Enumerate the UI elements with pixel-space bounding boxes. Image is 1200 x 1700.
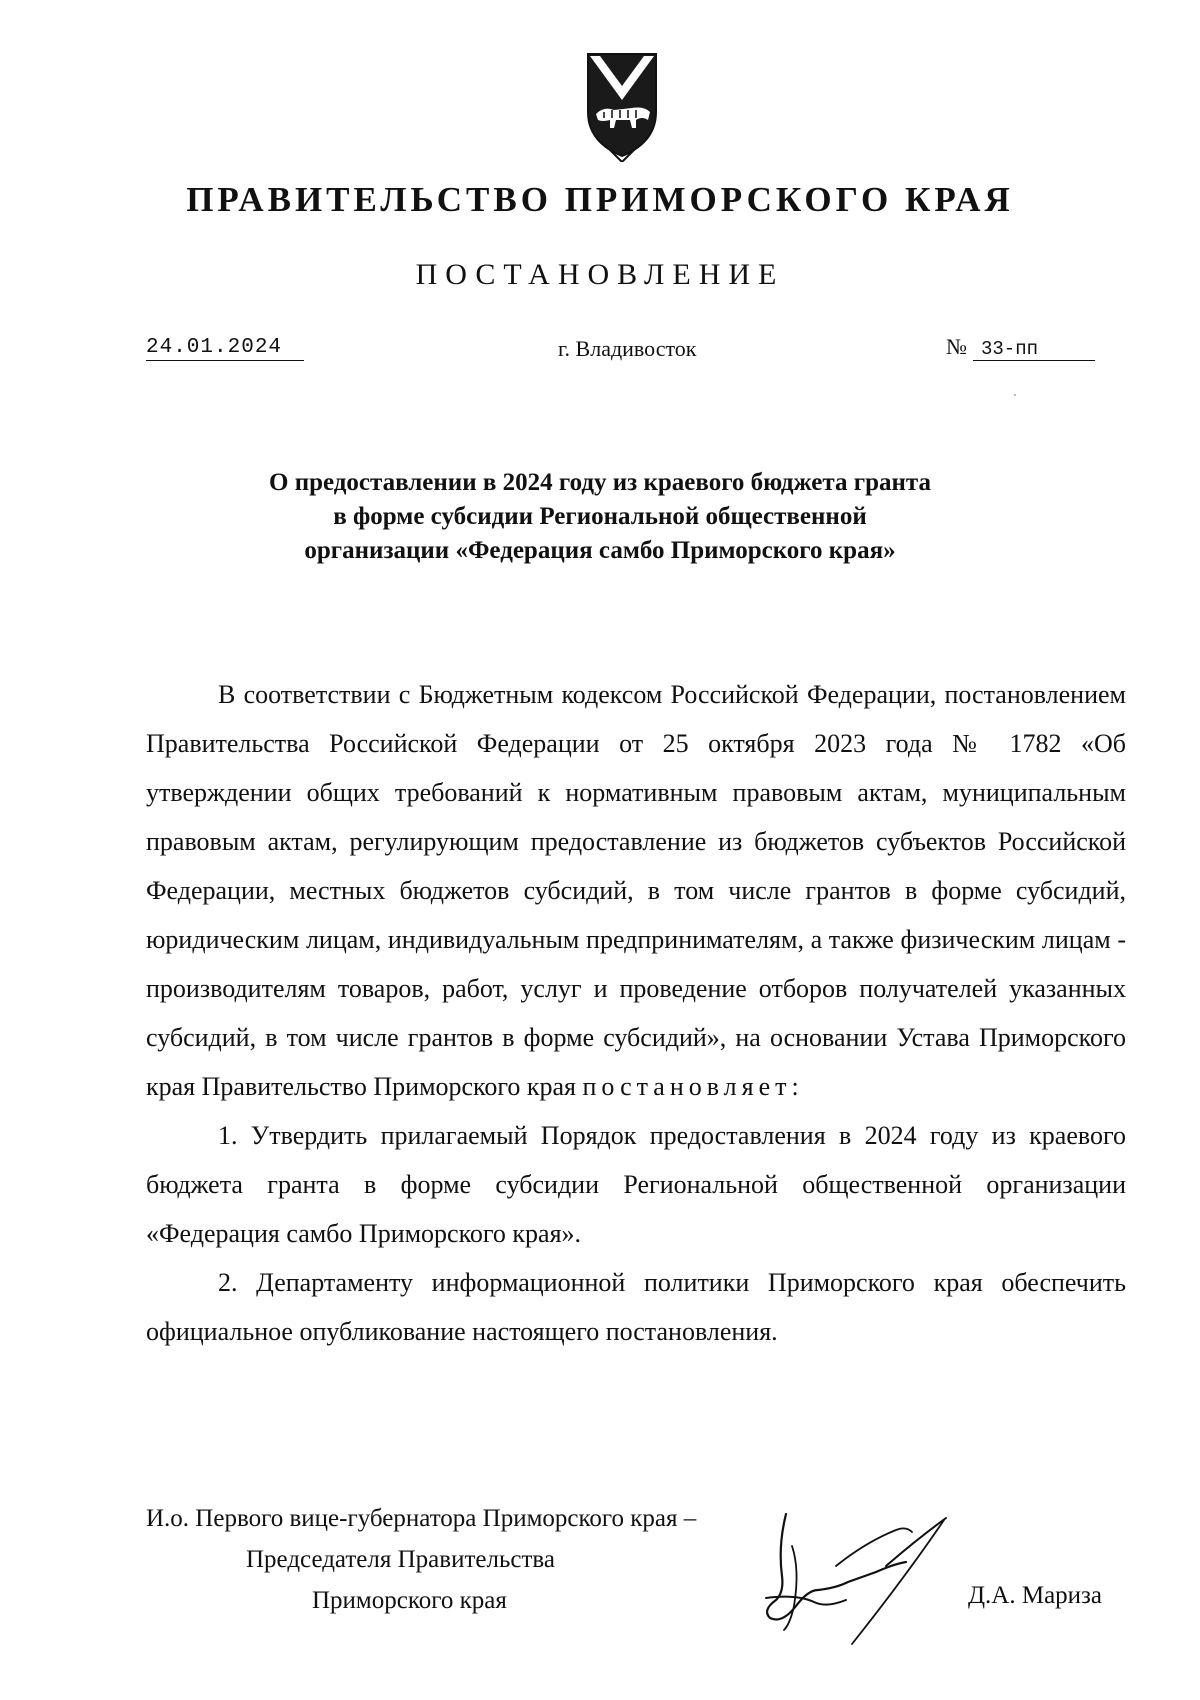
document-number-field <box>946 334 1095 361</box>
heading-line-2: в форме субсидии Региональной общественной <box>333 503 867 530</box>
resolves-word: постановляет: <box>582 1072 804 1101</box>
handwritten-signature-icon <box>756 1506 976 1656</box>
coat-of-arms-icon <box>580 50 664 162</box>
scan-speck <box>1014 394 1016 396</box>
document-city: г. Владивосток <box>558 336 697 361</box>
signer-name: Д.А. Мариза <box>968 1582 1103 1609</box>
position-line-3: Приморского края <box>312 1587 507 1614</box>
preamble-text: В соответствии с Бюджетным кодексом Российской Федерации, постановлением Правительства Российской Федерации от 25 октября 2023 года № 1782 «Об утверждении общих требований к нормативным правовым актам, муниципальным правовым актам, регулирующим предоставление из бюджетов субъектов Российской Федерации, местных бюджетов субсидий, в том числе грантов в форме субсидий, юридическим лицам, индивидуальным предпринимателям, а также физическим лицам - производителям товаров, работ, услуг и проведение отборов получателей указанных субсидий, в том числе грантов в форме субсидий», на основании Устава Приморского края Правительство Приморского края <box>146 680 1126 1101</box>
position-line-2: Председателя Правительства <box>246 1546 555 1573</box>
number-sign: № <box>946 334 967 359</box>
item-1-paragraph: 1. Утвердить прилагаемый Порядок предоставления в 2024 году из краевого бюджета гранта в форме субсидии Региональной общественной организации «Федерация самбо Приморского края». <box>146 1121 1126 1248</box>
item-2-paragraph: 2. Департаменту информационной политики Приморского края обеспечить официальное опубликование настоящего постановления. <box>146 1268 1126 1346</box>
position-line-1: И.о. Первого вице-губернатора Приморского края – <box>146 1505 697 1532</box>
signatory-position <box>146 1498 696 1621</box>
document-type: ПОСТАНОВЛЕНИЕ <box>415 258 785 291</box>
preamble-paragraph <box>146 670 1126 1111</box>
government-title: ПРАВИТЕЛЬСТВО ПРИМОРСКОГО КРАЯ <box>186 180 1014 219</box>
document-number: 33-пп <box>973 338 1095 361</box>
heading-line-3: организации «Федерация самбо Приморского края» <box>304 537 896 564</box>
heading-line-1: О предоставлении в 2024 году из краевого бюджета гранта <box>269 469 931 496</box>
document-heading <box>0 466 1200 568</box>
document-date: 24.01.2024 <box>146 336 304 361</box>
document-body <box>146 670 1126 1356</box>
